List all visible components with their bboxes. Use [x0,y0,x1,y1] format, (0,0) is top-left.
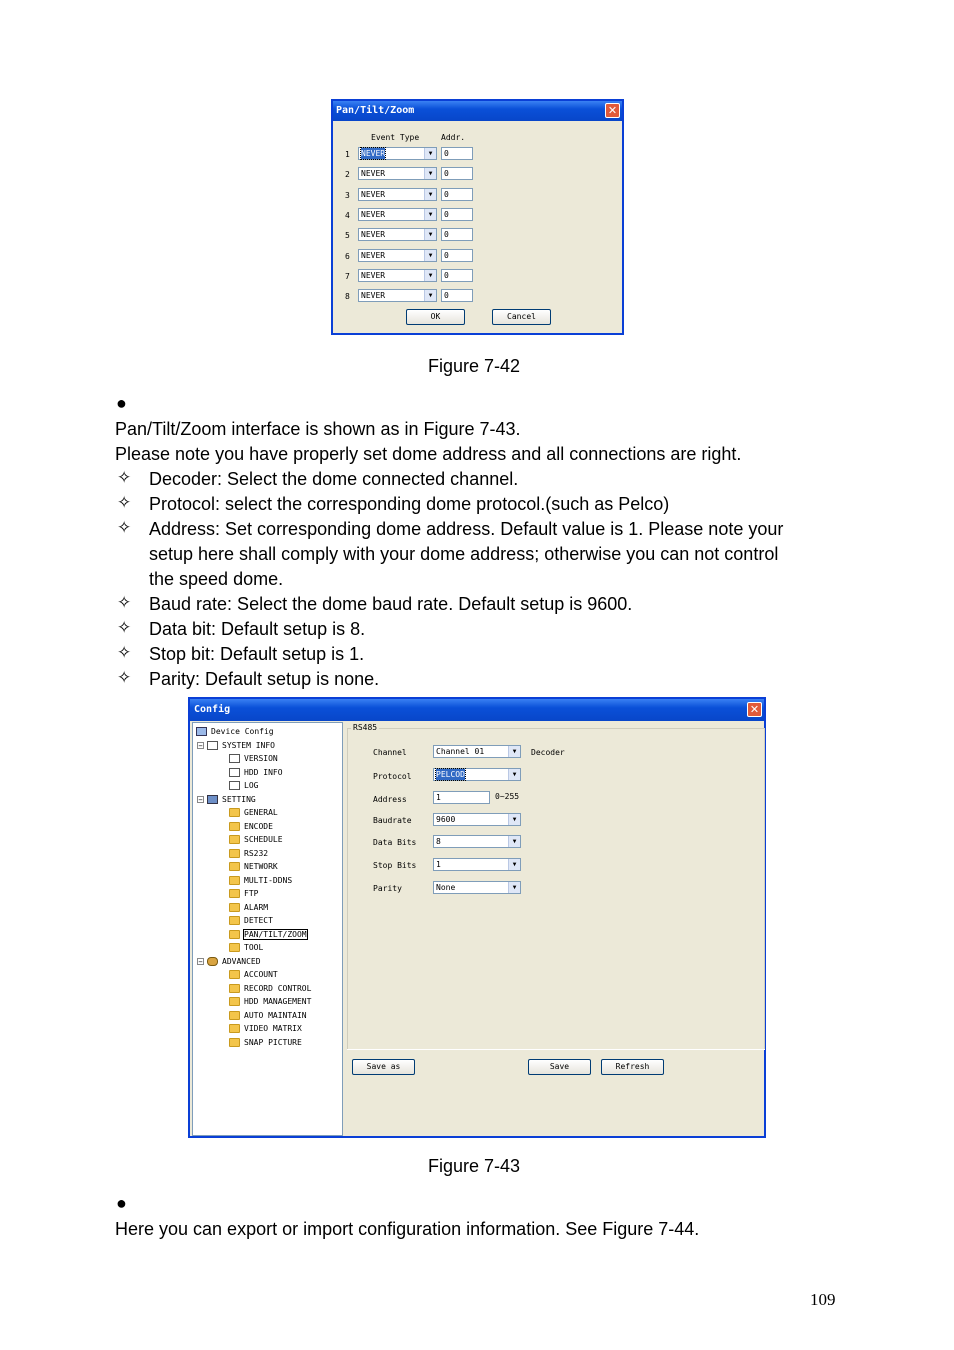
baudrate-label: Baudrate [373,816,412,825]
tree-auto-maintain[interactable]: AUTO MAINTAIN [229,1011,307,1021]
tree-schedule[interactable]: SCHEDULE [229,835,283,845]
tree-log[interactable]: LOG [229,781,258,791]
folder-icon [229,1038,240,1047]
chevron-down-icon[interactable]: ▼ [508,836,520,847]
notepad-icon [207,741,218,750]
item-address: Address: Set corresponding dome address. Default value is 1. Please note your [149,519,784,539]
chevron-down-icon[interactable]: ▼ [508,859,520,870]
notepad-icon [229,754,240,763]
channel-label: Channel [373,748,407,757]
device-config-tree [192,722,343,1136]
diamond-icon: ✧ [117,493,132,512]
event-type-select[interactable]: NEVER ▼ [358,188,437,201]
figure-caption-7-42: Figure 7-42 [428,356,521,376]
collapse-icon[interactable]: − [198,742,203,750]
row-number: 4 [345,211,350,220]
folder-icon [229,903,240,912]
tree-root[interactable]: Device Config [196,727,274,737]
event-type-select[interactable]: NEVER ▼ [358,289,437,302]
address-input[interactable]: 1 [433,791,490,804]
item-databit: Data bit: Default setup is 8. [149,619,366,639]
folder-icon [229,916,240,925]
notepad-icon [229,781,240,790]
collapse-icon[interactable]: − [198,796,203,804]
open-folder-icon [229,930,240,939]
tree-account[interactable]: ACCOUNT [229,970,278,980]
gears-icon [207,957,218,966]
databits-label: Data Bits [373,838,417,847]
tree-version[interactable]: VERSION [229,754,278,764]
save-button[interactable]: Save [528,1059,591,1075]
event-type-select[interactable]: NEVER ▼ [358,167,437,180]
item-parity: Parity: Default setup is none. [149,669,380,689]
chevron-down-icon[interactable]: ▼ [424,229,436,240]
page-number: 109 [810,1290,836,1309]
diamond-icon: ✧ [117,518,132,537]
export-text: Here you can export or import configuration information. See Figure 7-44. [115,1219,700,1239]
event-type-header: Event Type [371,133,420,142]
baudrate-select[interactable]: 9600 ▼ [433,813,521,826]
chevron-down-icon[interactable]: ▼ [424,209,436,220]
settings-icon [207,795,218,804]
tree-video-matrix[interactable]: VIDEO MATRIX [229,1024,302,1034]
folder-icon [229,997,240,1006]
folder-icon [229,984,240,993]
folder-icon [229,1024,240,1033]
diamond-icon: ✧ [117,643,132,662]
folder-icon [229,849,240,858]
address-label: Address [373,795,407,804]
decoder-label: Decoder [531,748,565,757]
note-text: Please note you have properly set dome address and all connections are right. [115,444,742,464]
channel-select[interactable]: Channel 01 ▼ [433,745,521,758]
chevron-down-icon[interactable]: ▼ [508,746,520,757]
addr-input[interactable]: 0 [441,208,473,221]
addr-input[interactable]: 0 [441,228,473,241]
item-stopbit: Stop bit: Default setup is 1. [149,644,365,664]
row-number: 8 [345,292,350,301]
close-icon[interactable]: ✕ [605,103,620,118]
folder-icon [229,808,240,817]
address-range: 0~255 [495,792,520,801]
event-type-select[interactable]: NEVER ▼ [358,269,437,282]
stopbits-label: Stop Bits [373,861,417,870]
databits-select[interactable]: 8 ▼ [433,835,521,848]
tree-tool[interactable]: TOOL [229,943,263,953]
addr-input[interactable]: 0 [441,188,473,201]
chevron-down-icon[interactable]: ▼ [424,168,436,179]
folder-icon [229,835,240,844]
chevron-down-icon[interactable]: ▼ [424,250,436,261]
parity-label: Parity [373,884,402,893]
chevron-down-icon[interactable]: ▼ [424,270,436,281]
stopbits-select[interactable]: 1 ▼ [433,858,521,871]
tree-ftp[interactable]: FTP [229,889,258,899]
close-icon[interactable]: ✕ [747,702,762,717]
tree-system-info[interactable]: − SYSTEM INFO [198,741,275,750]
diamond-icon: ✧ [117,668,132,687]
item-decoder: Decoder: Select the dome connected channel. [149,469,519,489]
save-as-button[interactable]: Save as [352,1059,415,1075]
bullet-2: ● [116,1193,127,1213]
diamond-icon: ✧ [117,468,132,487]
item-baudrate: Baud rate: Select the dome baud rate. Default setup is 9600. [149,594,633,614]
addr-header: Addr. [441,133,466,142]
item-address-cont1: setup here shall comply with your dome address; otherwise you can not control [149,544,779,564]
tree-detect[interactable]: DETECT [229,916,273,926]
tree-setting[interactable]: − SETTING [198,795,256,804]
addr-input[interactable]: 0 [441,289,473,302]
tree-general[interactable]: GENERAL [229,808,278,818]
tree-alarm[interactable]: ALARM [229,903,268,913]
tree-multi-ddns[interactable]: MULTI-DDNS [229,876,292,886]
divider [347,1049,765,1050]
ptz-dialog [331,99,624,335]
parity-select[interactable]: None ▼ [433,881,521,894]
bullet-1: ● [116,393,127,413]
collapse-icon[interactable]: − [198,958,203,966]
row-number: 5 [345,231,350,240]
folder-icon [229,822,240,831]
item-address-cont2: the speed dome. [149,569,284,589]
row-number: 3 [345,191,350,200]
tree-ptz[interactable]: PAN/TILT/ZOOM [229,930,307,940]
row-number: 6 [345,252,350,261]
row-number: 2 [345,170,350,179]
notepad-icon [229,768,240,777]
chevron-down-icon[interactable]: ▼ [508,814,520,825]
chevron-down-icon[interactable]: ▼ [424,290,436,301]
folder-icon [229,970,240,979]
protocol-label: Protocol [373,772,412,781]
chevron-down-icon[interactable]: ▼ [508,882,520,893]
config-dialog-title: Config [190,699,764,721]
diamond-icon: ✧ [117,618,132,637]
chevron-down-icon[interactable]: ▼ [424,148,436,159]
computer-icon [196,727,207,736]
folder-icon [229,943,240,952]
tree-advanced[interactable]: − ADVANCED [198,957,261,966]
tree-record-control[interactable]: RECORD CONTROL [229,984,311,994]
folder-icon [229,862,240,871]
addr-input[interactable]: 0 [441,249,473,262]
protocol-select[interactable]: PELCOD ▼ [433,768,521,781]
rs485-label: RS485 [353,723,378,732]
tree-network[interactable]: NETWORK [229,862,278,872]
event-type-select[interactable]: NEVER ▼ [358,249,437,262]
cancel-button[interactable]: Cancel [492,309,551,325]
chevron-down-icon[interactable]: ▼ [424,189,436,200]
folder-icon [229,889,240,898]
intro-text: Pan/Tilt/Zoom interface is shown as in Figure 7-43. [115,419,521,439]
tree-snap-picture[interactable]: SNAP PICTURE [229,1038,302,1048]
refresh-button[interactable]: Refresh [601,1059,664,1075]
event-type-select[interactable]: NEVER ▼ [358,228,437,241]
config-dialog [188,697,766,1138]
event-type-select[interactable]: NEVER ▼ [358,208,437,221]
folder-icon [229,1011,240,1020]
figure-caption-7-43: Figure 7-43 [428,1156,521,1176]
tree-hdd-info[interactable]: HDD INFO [229,768,283,778]
row-number: 7 [345,272,350,281]
tree-hdd-management[interactable]: HDD MANAGEMENT [229,997,311,1007]
row-number: 1 [345,150,350,159]
ok-button[interactable]: OK [406,309,465,325]
event-type-select[interactable]: NEVER ▼ [358,147,437,160]
addr-input[interactable]: 0 [441,147,473,160]
addr-input[interactable]: 0 [441,167,473,180]
folder-icon [229,876,240,885]
tree-rs232[interactable]: RS232 [229,849,268,859]
ptz-dialog-title: Pan/Tilt/Zoom [333,101,622,121]
tree-encode[interactable]: ENCODE [229,822,273,832]
diamond-icon: ✧ [117,593,132,612]
addr-input[interactable]: 0 [441,269,473,282]
chevron-down-icon[interactable]: ▼ [508,769,520,780]
item-protocol: Protocol: select the corresponding dome protocol.(such as Pelco) [149,494,670,514]
